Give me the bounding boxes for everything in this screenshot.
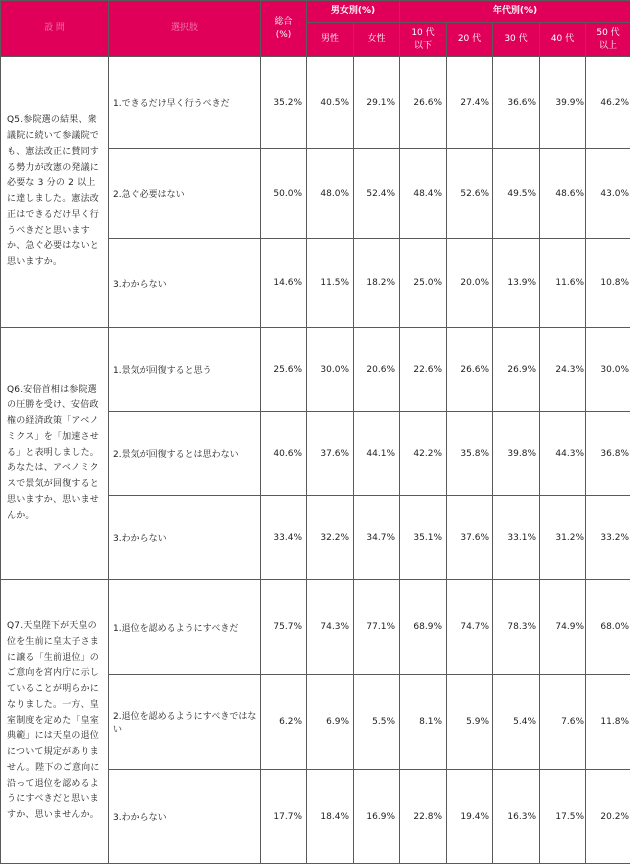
age-50s-value-cell: 20.2% xyxy=(586,770,630,864)
age-20s-value-cell: 26.6% xyxy=(447,328,493,412)
female-value-cell: 20.6% xyxy=(354,328,400,412)
option-label: 1.退位を認めるようにすべきだ xyxy=(109,580,261,675)
age-20s-value-cell: 27.4% xyxy=(447,57,493,149)
age-teens-value-cell: 48.4% xyxy=(400,149,447,239)
question-text: Q6.安倍首相は参院選の圧勝を受け、安倍政権の経済政策「アベノミクス」を「加速させる」と表明しました。あなたは、アベノミクスで景気が回復すると思いますか、思いませんか。 xyxy=(1,328,109,580)
table-row xyxy=(1,328,630,412)
age-40s-value-cell: 17.5% xyxy=(540,770,586,864)
age-teens-value-cell: 42.2% xyxy=(400,412,447,496)
female-value-cell: 34.7% xyxy=(354,496,400,580)
option-label: 2.退位を認めるようにすべきではない xyxy=(109,675,261,770)
age-40s-value-cell: 44.3% xyxy=(540,412,586,496)
age-50s-value-cell: 68.0% xyxy=(586,580,630,675)
age-30s-value-cell: 36.6% xyxy=(493,57,540,149)
female-value-cell: 44.1% xyxy=(354,412,400,496)
age-40s-column-header: 40 代 xyxy=(540,23,586,57)
female-column-header: 女性 xyxy=(354,23,400,57)
male-value-cell: 74.3% xyxy=(307,580,354,675)
age-40s-value-cell: 74.9% xyxy=(540,580,586,675)
option-label: 1.景気が回復すると思う xyxy=(109,328,261,412)
age-teens-value-cell: 35.1% xyxy=(400,496,447,580)
male-value-cell: 48.0% xyxy=(307,149,354,239)
age-50s-value-cell: 10.8% xyxy=(586,239,630,328)
age-40s-value-cell: 11.6% xyxy=(540,239,586,328)
gender-group-header: 男女別(%) xyxy=(307,1,400,23)
age-50s-value-cell: 43.0% xyxy=(586,149,630,239)
age-20s-value-cell: 20.0% xyxy=(447,239,493,328)
age-30s-value-cell: 16.3% xyxy=(493,770,540,864)
question-text: Q7.天皇陛下が天皇の位を生前に皇太子さまに譲る「生前退位」のご意向を宮内庁に示していることが明らかになりました。一方、皇室制度を定めた「皇室典範」には天皇の退位について規定がありません。陛下のご意向に沿って退位を認めるようにすべきだと思いますか、思いませんか。 xyxy=(1,580,109,864)
question-column-header: 設 問 xyxy=(1,1,109,57)
female-value-cell: 16.9% xyxy=(354,770,400,864)
age-40s-value-cell: 48.6% xyxy=(540,149,586,239)
option-label: 1.できるだけ早く行うべきだ xyxy=(109,57,261,149)
option-label: 2.景気が回復するとは思わない xyxy=(109,412,261,496)
age-30s-value-cell: 78.3% xyxy=(493,580,540,675)
female-value-cell: 5.5% xyxy=(354,675,400,770)
option-label: 3.わからない xyxy=(109,239,261,328)
option-label: 2.急ぐ必要はない xyxy=(109,149,261,239)
age-30s-value-cell: 39.8% xyxy=(493,412,540,496)
age-30s-value-cell: 49.5% xyxy=(493,149,540,239)
age-teens-value-cell: 26.6% xyxy=(400,57,447,149)
age-20s-value-cell: 35.8% xyxy=(447,412,493,496)
female-value-cell: 52.4% xyxy=(354,149,400,239)
total-value-cell: 50.0% xyxy=(261,149,307,239)
total-value-cell: 40.6% xyxy=(261,412,307,496)
age-20s-value-cell: 5.9% xyxy=(447,675,493,770)
male-value-cell: 32.2% xyxy=(307,496,354,580)
age-30s-value-cell: 13.9% xyxy=(493,239,540,328)
age-40s-value-cell: 39.9% xyxy=(540,57,586,149)
age-40s-value-cell: 24.3% xyxy=(540,328,586,412)
age-50s-value-cell: 30.0% xyxy=(586,328,630,412)
age-teens-column-header: 10 代 以下 xyxy=(400,23,447,57)
age-20s-value-cell: 52.6% xyxy=(447,149,493,239)
age-50s-value-cell: 11.8% xyxy=(586,675,630,770)
male-value-cell: 6.9% xyxy=(307,675,354,770)
age-teens-value-cell: 22.8% xyxy=(400,770,447,864)
age-50s-value-cell: 33.2% xyxy=(586,496,630,580)
total-column-unit: (%) xyxy=(261,29,306,41)
age-teens-value-cell: 68.9% xyxy=(400,580,447,675)
total-value-cell: 14.6% xyxy=(261,239,307,328)
male-value-cell: 18.4% xyxy=(307,770,354,864)
total-value-cell: 35.2% xyxy=(261,57,307,149)
male-value-cell: 40.5% xyxy=(307,57,354,149)
age-50s-value-cell: 46.2% xyxy=(586,57,630,149)
choice-column-header: 選択肢 xyxy=(109,1,261,57)
age-30s-value-cell: 26.9% xyxy=(493,328,540,412)
age-group-header: 年代別(%) xyxy=(400,1,630,23)
age-20s-value-cell: 19.4% xyxy=(447,770,493,864)
age-20s-value-cell: 74.7% xyxy=(447,580,493,675)
female-value-cell: 29.1% xyxy=(354,57,400,149)
total-value-cell: 6.2% xyxy=(261,675,307,770)
age-50s-column-header: 50 代 以上 xyxy=(586,23,630,57)
age-teens-value-cell: 8.1% xyxy=(400,675,447,770)
age-20s-column-header: 20 代 xyxy=(447,23,493,57)
age-40s-value-cell: 31.2% xyxy=(540,496,586,580)
male-value-cell: 37.6% xyxy=(307,412,354,496)
male-value-cell: 11.5% xyxy=(307,239,354,328)
age-teens-value-cell: 22.6% xyxy=(400,328,447,412)
survey-table-body xyxy=(1,57,630,864)
age-30s-value-cell: 33.1% xyxy=(493,496,540,580)
age-30s-column-header: 30 代 xyxy=(493,23,540,57)
male-value-cell: 30.0% xyxy=(307,328,354,412)
total-value-cell: 33.4% xyxy=(261,496,307,580)
female-value-cell: 18.2% xyxy=(354,239,400,328)
option-label: 3.わからない xyxy=(109,496,261,580)
total-column-title: 総合 xyxy=(261,16,306,28)
male-column-header: 男性 xyxy=(307,23,354,57)
total-value-cell: 75.7% xyxy=(261,580,307,675)
total-value-cell: 17.7% xyxy=(261,770,307,864)
female-value-cell: 77.1% xyxy=(354,580,400,675)
age-30s-value-cell: 5.4% xyxy=(493,675,540,770)
total-column-header xyxy=(261,1,307,57)
age-20s-value-cell: 37.6% xyxy=(447,496,493,580)
age-50s-value-cell: 36.8% xyxy=(586,412,630,496)
age-teens-value-cell: 25.0% xyxy=(400,239,447,328)
question-text: Q5.参院選の結果、衆議院に続いて参議院でも、憲法改正に賛同する勢力が改憲の発議に必要な 3 分の 2 以上に達しました。憲法改正はできるだけ早く行うべきだと思いますか、急ぐ必要はないと思いますか。 xyxy=(1,57,109,328)
option-label: 3.わからない xyxy=(109,770,261,864)
total-value-cell: 25.6% xyxy=(261,328,307,412)
table-row xyxy=(1,57,630,149)
table-row xyxy=(1,580,630,675)
age-40s-value-cell: 7.6% xyxy=(540,675,586,770)
